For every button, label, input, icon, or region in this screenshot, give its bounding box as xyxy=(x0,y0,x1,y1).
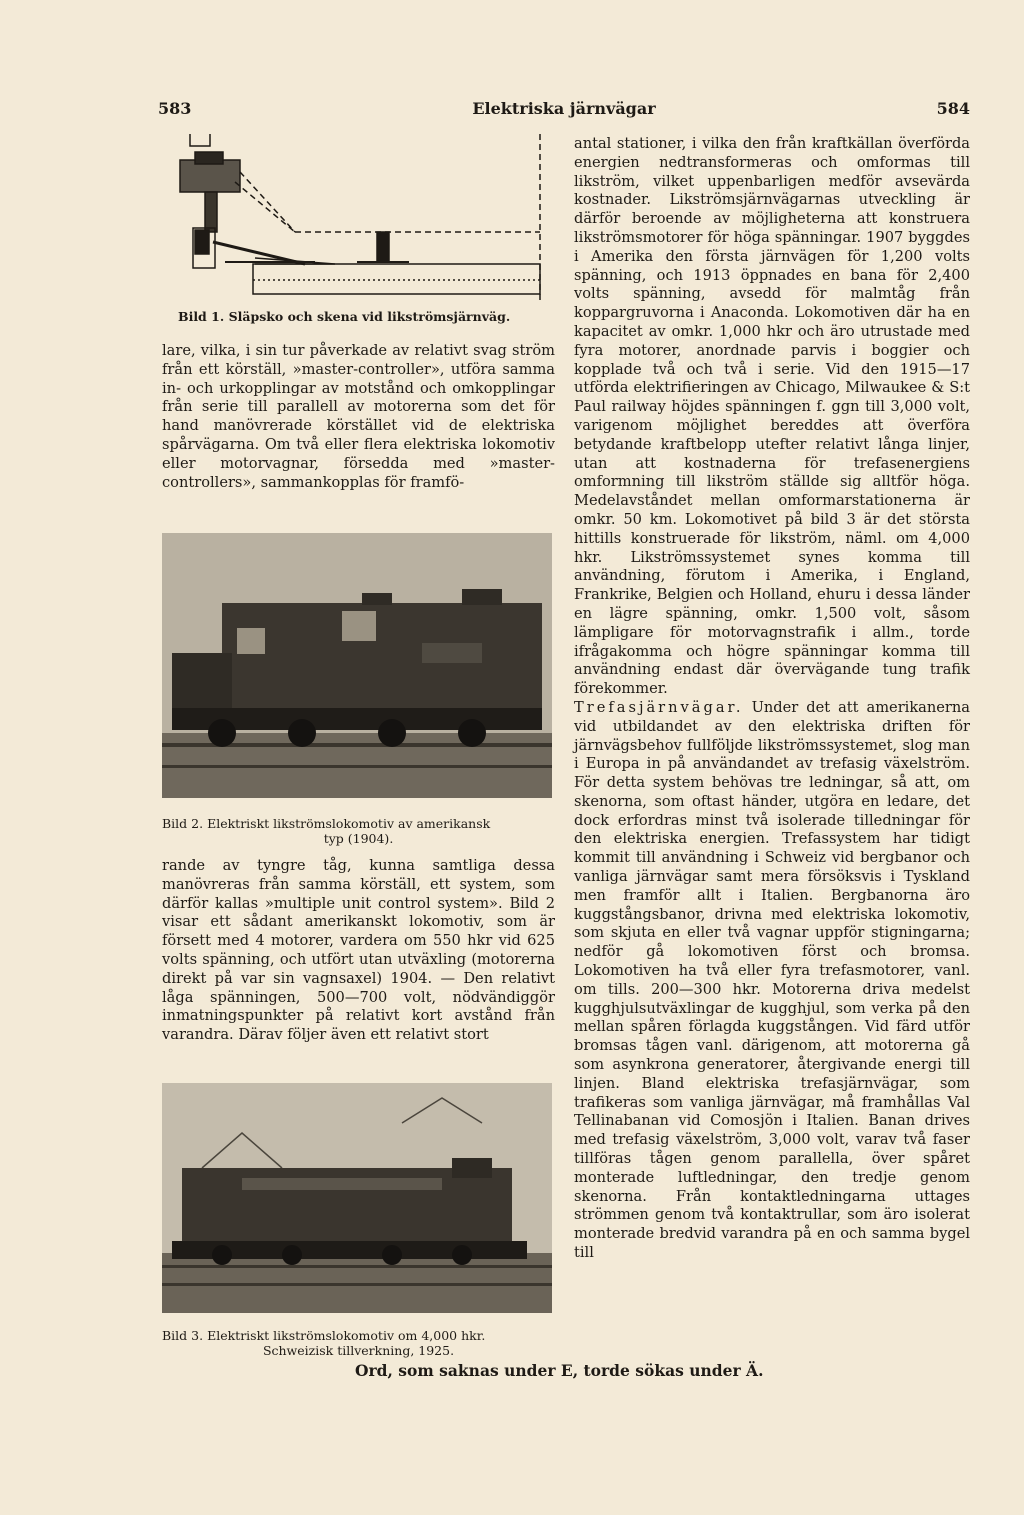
figure-3-photo xyxy=(162,1083,552,1313)
figure-2-label: Bild 2. xyxy=(162,816,204,831)
right-paragraph-2-body: Under det att amerikanerna vid utbildandet av den elektriska driften för järnvägsbehov fullföljde likströmssystemet, slog man i Europa in på användandet av trefasig växelström. För detta system behövas tre ledningar, så att, om skenorna, som oftast händer, utgöra en ledare, det dock erfordras minst två isolerade tilledningar för den elektriska energien. Trefassystem har tidigt kommit till användning i Schweiz vid bergbanor och vanliga järnvägar samt mera försöksvis i Tyskland men framför allt i Italien. Bergbanorna äro kuggstångsbanor, drivna med elektriska lokomotiv, som skjuta en eller två vagnar uppför stigningarna; nedför gå lokomotiven först och bromsa. Lokomotiven ha två eller fyra trefasmotorer, vanl. om tills. 200—300 hkr. Motorerna driva medelst kugghjulsutväxlingar de kugghjul, som verka på den mellan spåren förlagda kuggstången. Vid färd utför bromsas tågen vanl. därigenom, att motorerna gå som asynkrona generatorer, återgivande energi till linjen. Bland elektriska trefasjärnvägar, som trafikeras som vanliga järnvägar, må framhållas Val Tellinabanan vid Comosjön i Italien. Banan drives med trefasig växelström, 3,000 volt, varav två faser tillföras tågen genom parallella, över spåret monterade luftledningar, den tredje genom skenorna. Från kontaktledningarna uttages strömmen genom två kontaktrullar, som äro isolerat monterade bredvid varandra på en och samma bygel till xyxy=(574,698,970,1262)
left-paragraph-1: lare, vilka, i sin tur påverkade av relativt svag ström från ett körställ, »master-controller», utföra samma in- och urkopplingar av motstånd och omkopplingar från serie till parallell av motorerna som det för hand manövrerade körstället vid de elektriska spårvägarna. Om två eller flera elektriska lokomotiv eller motorvagnar, försedda med »master-controllers», sammankopplas för framfö- xyxy=(162,342,555,491)
figure-2-caption xyxy=(162,816,555,846)
page-title: Elektriska järnvägar xyxy=(472,99,656,118)
figure-3-text: Elektriskt likströmslokomotiv om 4,000 hkr. xyxy=(207,1328,486,1343)
figure-2-photo xyxy=(162,533,552,798)
footer-note: Ord, som saknas under E, torde sökas under Ä. xyxy=(355,1361,764,1380)
left-paragraph-2: rande av tyngre tåg, kunna samtliga dessa manövreras från samma körställ, ett system, som därför kallas »multiple unit control system». Bild 2 visar ett sådant amerikanskt lokomotiv, som är försett med 4 motorer, vardera om 550 hkr vid 625 volts spänning, och utfört utan utväxling (motorerna direkt på var sin vagnsaxel) 1904. — Den relativt låga spänningen, 500—700 volt, nödvändiggör inmatningspunkter på relativt kort avstånd från varandra. Därav följer även ett relativt stort xyxy=(162,857,555,1044)
figure-3-text-line2: Schweizisk tillverkning, 1925. xyxy=(262,1343,455,1358)
section-heading-trefasjarnvagar: Trefasjärnvägar. xyxy=(574,698,744,716)
figure-2-text-line2: typ (1904). xyxy=(323,831,394,846)
figure-3-label: Bild 3. xyxy=(162,1328,204,1343)
page-number-left: 583 xyxy=(158,99,192,118)
locomotive-photo-1925 xyxy=(162,1083,552,1313)
right-paragraph-1: antal stationer, i vilka den från kraftkällan överförda energien nedtransformeras och omformas till likström, vilket uppenbarligen medför avsevärda kostnader. Likströmsjärnvägarnas utveckling är därför beroende av möjligheterna att konstruera likströmsmotorer för höga spänningar. 1907 byggdes i Amerika den första järnvägen för 1,200 volts spänning, och 1913 öppnades en bana för 2,400 volts spänning, avsedd för malmtåg från koppargruvorna i Anaconda. Lokomotiven där ha en kapacitet av omkr. 1,000 hkr och äro utrustade med fyra motorer, anordnade parvis i boggier och kopplade två och två i serie. Vid den 1915—17 utförda elektrifieringen av Chicago, Milwaukee & S:t Paul railway höjdes spänningen f. ggn till 3,000 volt, varigenom möjlighet bereddes att överföra betydande kraftbelopp utefter relativt långa linjer, utan att kostnaderna för trefasenergiens omformning till likström ställde sig alltför höga. Medelavståndet mellan omformarstationerna är omkr. 50 km. Lokomotivet på bild 3 är det största hittills konstruerade för likström, näml. om 4,000 hkr. Likströmssystemet synes komma till användning, förutom i Amerika, i England, Frankrike, Belgien och Holland, ehuru i dessa länder en lägre spänning, omkr. 1,500 volt, såsom lämpligare för motorvagnstrafik i allm., torde ifrågakomma och högre spänningar komma till användning endast där övervägande tung trafik förekommer. xyxy=(574,135,970,698)
running-head xyxy=(158,99,970,123)
figure-3-caption xyxy=(162,1328,555,1358)
left-column-top-text xyxy=(162,342,555,492)
left-column-bottom-text xyxy=(162,857,555,1045)
right-column-text xyxy=(574,135,970,1263)
figure-1-diagram xyxy=(165,132,550,304)
figure-2-text: Elektriskt likströmslokomotiv av amerikansk xyxy=(207,816,491,831)
figure-1-caption xyxy=(178,309,558,324)
figure-1-label: Bild 1. xyxy=(178,309,225,324)
figure-1-text: Släpsko och skena vid likströmsjärnväg. xyxy=(228,309,511,324)
right-paragraph-2 xyxy=(574,699,970,1263)
page-number-right: 584 xyxy=(936,99,970,118)
shoe-rail-diagram xyxy=(165,132,550,304)
locomotive-photo-1904 xyxy=(162,533,552,798)
